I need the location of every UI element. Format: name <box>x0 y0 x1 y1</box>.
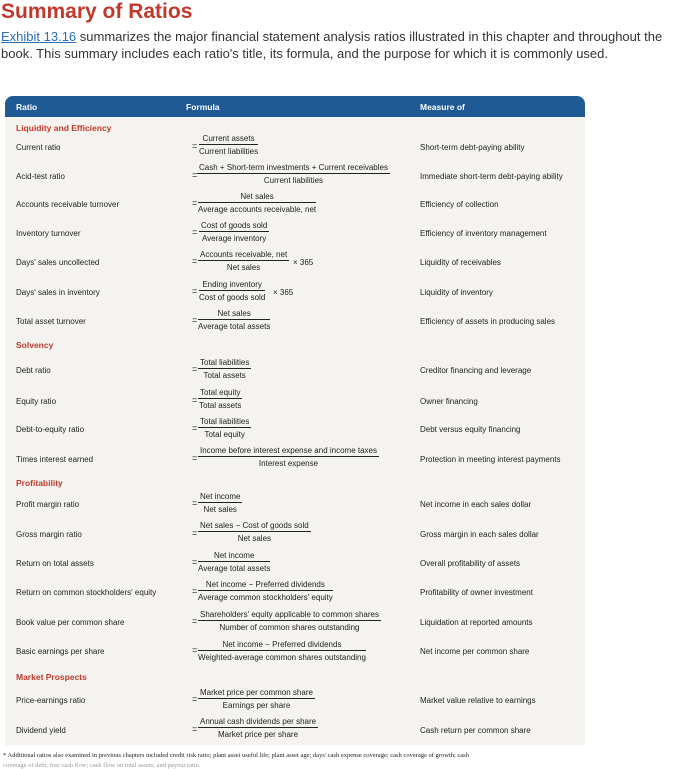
numerator: Annual cash dividends per share <box>200 717 317 726</box>
ratio-name: Gross margin ratio <box>16 530 82 539</box>
denominator: Average accounts receivable, net <box>198 205 317 214</box>
ratio-name: Inventory turnover <box>16 229 81 238</box>
equals-sign: = <box>192 286 198 296</box>
section-title: Market Prospects <box>16 672 87 682</box>
equals-sign: = <box>192 724 198 734</box>
ratio-purpose: Cash return per common share <box>420 726 531 735</box>
footnote-continued: coverage of debt; free cash flow; cash flow on total assets; and payout ratio. <box>3 762 201 769</box>
denominator: Cost of goods sold <box>199 293 266 302</box>
equals-sign: = <box>192 198 198 208</box>
ratio-purpose: Creditor financing and leverage <box>420 366 532 375</box>
numerator: Net sales − Cost of goods sold <box>200 521 309 530</box>
ratio-purpose: Gross margin in each sales dollar <box>420 530 539 539</box>
equals-sign: = <box>192 227 198 237</box>
formula <box>198 192 316 214</box>
formula <box>198 492 242 514</box>
equals-sign: = <box>192 256 198 266</box>
equals-sign: = <box>192 557 198 567</box>
denominator: Current liabilities <box>263 176 324 185</box>
ratio-name: Total asset turnover <box>16 317 86 326</box>
equals-sign: = <box>192 315 198 325</box>
equals-sign: = <box>192 141 198 151</box>
ratio-name: Current ratio <box>16 143 61 152</box>
formula <box>198 446 379 468</box>
ratio-purpose: Immediate short-term debt-paying ability <box>420 172 563 181</box>
equals-sign: = <box>192 498 198 508</box>
header-formula: Formula <box>186 102 220 112</box>
denominator: Market price per share <box>218 730 299 739</box>
exhibit-link[interactable]: Exhibit 13.16 <box>1 29 77 44</box>
table-header <box>5 96 585 117</box>
equals-sign: = <box>192 586 198 596</box>
formula <box>198 717 318 739</box>
formula <box>198 309 270 331</box>
formula <box>198 388 242 410</box>
numerator: Accounts receivable, net <box>200 250 288 259</box>
equals-sign: = <box>192 694 198 704</box>
denominator: Net sales <box>226 263 261 272</box>
intro-text: summarizes the major financial statement analysis ratios illustrated in this chapter and throughout the book. This summary includes each ratio's title, its formula, and the purpose for which it is commonly used. <box>1 29 663 61</box>
numerator: Shareholders' equity applicable to common shares <box>200 610 379 619</box>
ratio-purpose: Net income in each sales dollar <box>420 500 532 509</box>
ratio-purpose: Liquidation at reported amounts <box>420 618 533 627</box>
ratio-name: Dividend yield <box>16 726 66 735</box>
header-measure: Measure of <box>420 102 465 112</box>
ratio-name: Debt-to-equity ratio <box>16 425 85 434</box>
ratio-purpose: Owner financing <box>420 397 478 406</box>
numerator: Cash + Short-term investments + Current receivables <box>199 163 388 172</box>
numerator: Net sales <box>198 192 316 203</box>
denominator: Interest expense <box>258 459 319 468</box>
ratio-purpose: Profitability of owner investment <box>420 588 533 597</box>
intro-paragraph <box>1 28 666 62</box>
denominator: Weighted-average common shares outstanding <box>198 653 366 662</box>
header-ratio: Ratio <box>16 102 38 112</box>
section-title: Liquidity and Efficiency <box>16 123 112 133</box>
ratio-purpose: Liquidity of inventory <box>420 288 493 297</box>
equals-sign: = <box>192 423 198 433</box>
equals-sign: = <box>192 645 198 655</box>
formula <box>199 221 269 243</box>
ratio-name: Book value per common share <box>16 618 125 627</box>
denominator: Current liabilities <box>199 147 259 156</box>
equals-sign: = <box>192 528 198 538</box>
ratio-purpose: Efficiency of collection <box>420 200 499 209</box>
numerator: Cost of goods sold <box>201 221 268 230</box>
denominator: Average common stockholders' equity <box>198 593 333 602</box>
ratio-name: Acid-test ratio <box>16 172 65 181</box>
ratio-purpose: Market value relative to earnings <box>420 696 536 705</box>
formula <box>199 134 258 156</box>
section-title: Profitability <box>16 478 63 488</box>
formula <box>198 551 270 573</box>
ratio-name: Profit margin ratio <box>16 500 80 509</box>
ratio-purpose: Efficiency of inventory management <box>420 229 547 238</box>
numerator: Total equity <box>200 388 241 397</box>
numerator: Ending inventory <box>199 280 265 291</box>
numerator: Net sales <box>198 309 270 320</box>
denominator: Net sales <box>203 505 237 514</box>
ratio-name: Basic earnings per share <box>16 647 105 656</box>
denominator: Earnings per share <box>222 701 291 710</box>
formula <box>198 417 251 439</box>
formula <box>198 688 315 710</box>
formula <box>198 580 333 602</box>
numerator: Net income <box>198 551 270 562</box>
ratio-name: Times interest earned <box>16 455 94 464</box>
formula <box>198 250 289 272</box>
ratio-purpose: Protection in meeting interest payments <box>420 455 561 464</box>
ratio-name: Days' sales in inventory <box>16 288 100 297</box>
ratio-name: Price-earnings ratio <box>16 696 86 705</box>
denominator: Net sales <box>237 534 272 543</box>
ratio-name: Accounts receivable turnover <box>16 200 120 209</box>
numerator: Market price per common share <box>200 688 313 697</box>
equals-sign: = <box>192 453 198 463</box>
ratio-purpose: Net income per common share <box>420 647 530 656</box>
denominator: Number of common shares outstanding <box>219 623 360 632</box>
formula <box>198 521 311 543</box>
ratio-purpose: Liquidity of receivables <box>420 258 501 267</box>
equals-sign: = <box>192 170 198 180</box>
numerator: Net income <box>200 492 241 501</box>
denominator: Average total assets <box>198 564 271 573</box>
formula <box>198 610 381 632</box>
denominator: Average total assets <box>198 322 271 331</box>
denominator: Total equity <box>204 430 245 439</box>
numerator: Income before interest expense and income taxes <box>200 446 377 455</box>
formula <box>199 280 265 302</box>
denominator: Average inventory <box>201 234 267 243</box>
numerator: Total liabilities <box>200 358 250 367</box>
ratio-name: Equity ratio <box>16 397 57 406</box>
formula <box>198 640 366 662</box>
ratio-summary-table <box>5 96 585 745</box>
ratio-name: Return on total assets <box>16 559 94 568</box>
equals-sign: = <box>192 395 198 405</box>
times-365: × 365 <box>293 258 314 267</box>
numerator: Net income − Preferred dividends <box>198 580 333 591</box>
denominator: Total assets <box>199 401 242 410</box>
section-title: Solvency <box>16 340 54 350</box>
footnote: * Additional ratios also examined in previous chapters included credit risk ratio; plant asset useful life; plant asset age; days' cash expense coverage; cash coverage of growth; cash <box>3 752 469 759</box>
numerator: Total liabilities <box>200 417 250 426</box>
ratio-purpose: Efficiency of assets in producing sales <box>420 317 556 326</box>
ratio-name: Return on common stockholders' equity <box>16 588 157 597</box>
equals-sign: = <box>192 364 198 374</box>
ratio-purpose: Debt versus equity financing <box>420 425 521 434</box>
equals-sign: = <box>192 616 198 626</box>
ratio-name: Days' sales uncollected <box>16 258 100 267</box>
page-title: Summary of Ratios <box>1 0 193 23</box>
numerator: Net income − Preferred dividends <box>198 640 366 651</box>
denominator: Total assets <box>203 371 246 380</box>
formula <box>197 163 390 185</box>
times-365: × 365 <box>273 288 294 297</box>
numerator: Current assets <box>199 134 258 145</box>
ratio-purpose: Short-term debt-paying ability <box>420 143 525 152</box>
ratio-name: Debt ratio <box>16 366 51 375</box>
ratio-purpose: Overall profitability of assets <box>420 559 521 568</box>
formula <box>198 358 251 380</box>
